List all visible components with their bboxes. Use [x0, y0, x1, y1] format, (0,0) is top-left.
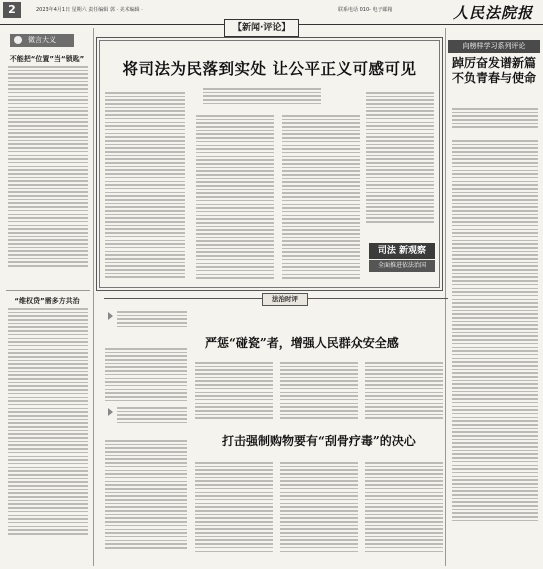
right-column-header: 向榜样学习系列评论: [448, 40, 540, 53]
quote-icon: [108, 312, 113, 320]
column-promo: [369, 243, 435, 275]
commentary-2-col-2: [195, 462, 273, 554]
commentary-title-2: 打击强制购物要有“刮骨疗毒”的决心: [222, 434, 416, 448]
featured-lead: [203, 88, 321, 106]
body-text: [8, 66, 88, 269]
pull-quote: [117, 407, 187, 425]
commentary-ribbon: [104, 293, 448, 304]
commentary-2-col-1: [105, 440, 187, 551]
pull-quote: [117, 311, 187, 329]
featured-body-col-1: [105, 92, 185, 280]
section-label: 【新闻·评论】: [224, 19, 299, 37]
right-article-title: 踔厉奋发谱新篇 不负青春与使命: [451, 56, 536, 85]
column-badge: [10, 34, 74, 47]
ribbon-label: 法治时评: [262, 293, 308, 306]
contact-info: 联系电话 010- 电子邮箱: [338, 7, 393, 13]
column-icon: [14, 36, 22, 44]
divider: [6, 290, 90, 291]
body-text: [8, 308, 88, 537]
commentary-2-col-4: [365, 462, 443, 554]
commentary-title-1: 严惩“碰瓷”者，增强人民群众安全感: [205, 336, 399, 350]
issue-info: 2023年4月1日 星期六 责任编辑 郭 · 美术编辑 ·: [36, 7, 143, 13]
right-article-lead: [452, 108, 538, 130]
promo-subtitle: 全面推进依法治国: [369, 260, 435, 272]
commentary-1-col-1: [105, 348, 187, 403]
featured-body-col-4: [366, 92, 434, 225]
page-number: 2: [3, 2, 21, 18]
commentary-1-col-3: [280, 362, 358, 421]
commentary-1-col-2: [195, 362, 273, 421]
commentary-2-col-3: [280, 462, 358, 554]
featured-body-col-2: [196, 115, 274, 281]
left-headline-1: 不能把“位置”当“锁匙”: [9, 55, 85, 63]
featured-body-col-3: [282, 115, 360, 281]
column-badge-label: 微言大义: [28, 36, 56, 44]
right-article-body: [452, 140, 538, 524]
masthead-logo: 人民法院报: [452, 4, 533, 22]
featured-article-title: 将司法为民落到实处 让公平正义可感可见: [122, 59, 417, 78]
commentary-1-col-4: [365, 362, 443, 421]
left-headline-2: “维权贷”需多方共治: [14, 297, 80, 305]
column-divider: [93, 28, 94, 566]
quote-icon: [108, 408, 113, 416]
promo-title: 司法 新观察: [369, 243, 435, 259]
